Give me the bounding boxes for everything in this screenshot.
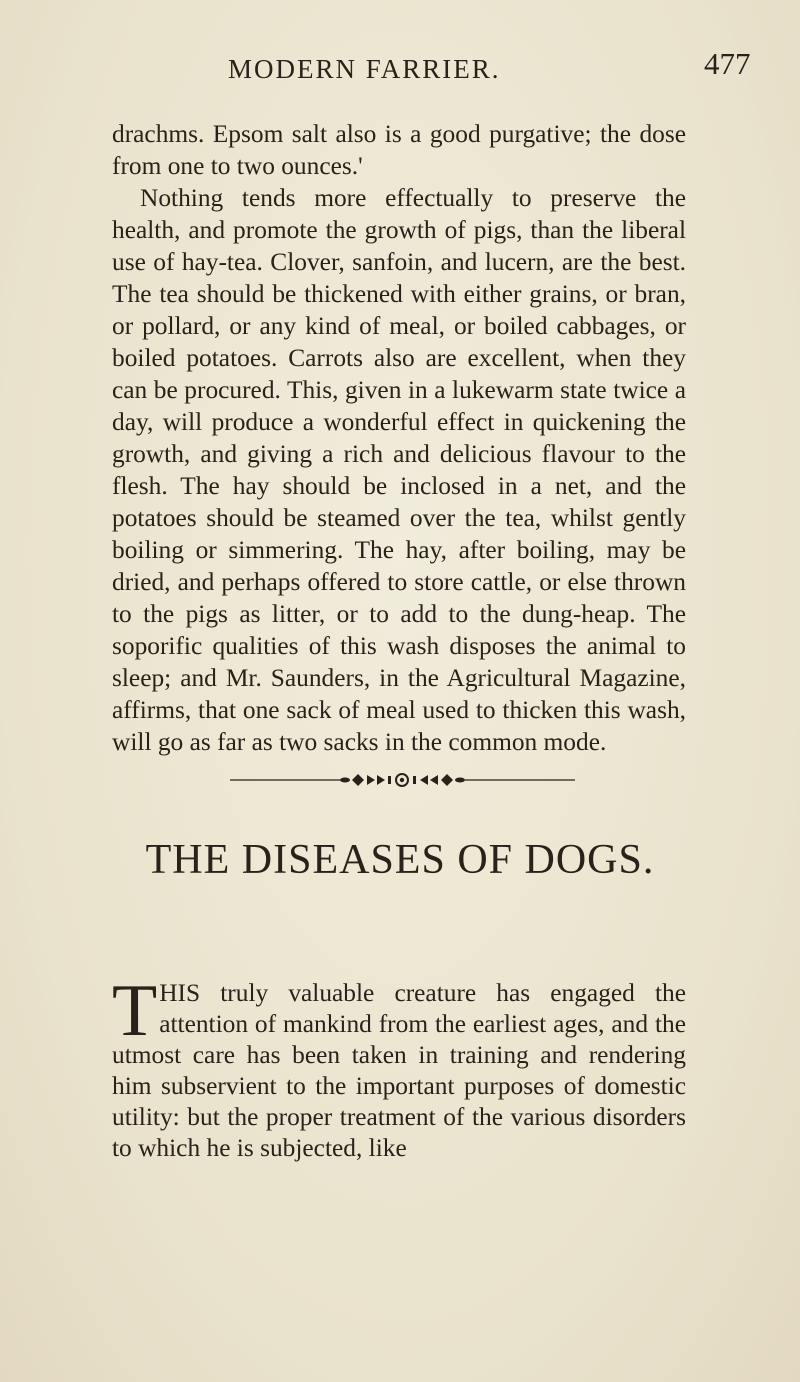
paragraph-2: Nothing tends more effectually to preserve the health, and promote the growth of pigs, than the liberal use of hay-tea. Clover, sanfoin, and lucern, are the best. The tea should be thickened with either grains, or bran, or pollard, or any kind of meal, or boiled cabbages, or boiled potatoes. Carrots also are excellent, when they can be procured. This, given in a lukewarm state twice a day, will produce a wonderful effect in quickening the growth, and giving a rich and delicious flavour to the flesh. The hay should be inclosed in a net, and the potatoes should be steamed over the tea, whilst gently boiling or simmering. The hay, after boiling, may be dried, and perhaps offered to store cattle, or else thrown to the pigs as litter, or to add to the dung-heap. The soporific qualities of this wash disposes the animal to sleep; and Mr. Saunders, in the Agricultural Magazine, affirms, that one sack of meal used to thicken this wash, will go as far as two sacks in the common mode. xyxy=(112,184,686,756)
drop-cap: T xyxy=(112,970,158,1052)
section-title: THE DISEASES OF DOGS. xyxy=(145,837,655,883)
running-head: MODERN FARRIER. xyxy=(228,54,501,84)
page-number: 477 xyxy=(704,46,751,81)
continuation-text xyxy=(112,118,686,758)
section-paragraph: truly valuable creature has engaged the attention of mankind from the earliest ages, and the utmost care has been taken in training and rendering him subservient to the important purposes of domestic utility: but the proper treatment of the various disorders to which he is subjected, like xyxy=(112,979,686,1162)
ornamental-divider xyxy=(230,770,575,790)
lead-word: HIS xyxy=(159,979,201,1007)
section-text xyxy=(112,970,686,1164)
paragraph-1: drachms. Epsom salt also is a good purgative; the dose from one to two ounces.' xyxy=(112,120,686,180)
